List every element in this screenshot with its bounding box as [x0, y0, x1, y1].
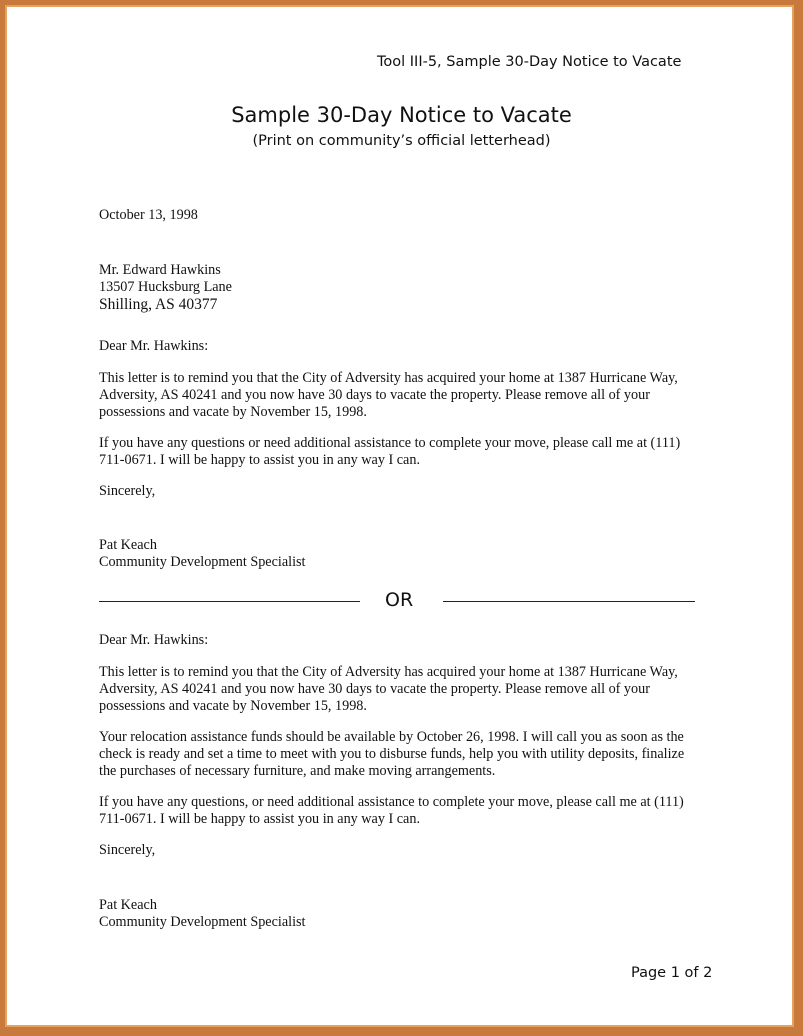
- closing: Sincerely,: [99, 483, 156, 499]
- salutation: Dear Mr. Hawkins:: [99, 338, 209, 354]
- signer-title: Community Development Specialist: [99, 914, 306, 930]
- letter-date: October 13, 1998: [99, 207, 198, 223]
- letter2-paragraph-1: [99, 664, 709, 715]
- paragraph-line: possessions and vacate by November 15, 1998.: [99, 698, 367, 714]
- letter1-paragraph-1: [99, 370, 709, 421]
- paragraph-line: This letter is to remind you that the City of Adversity has acquired your home at 1387 Hurricane Way,: [99, 370, 678, 386]
- letter1-paragraph-2: [99, 435, 709, 469]
- document-subtitle: (Print on community’s official letterhead): [252, 133, 551, 149]
- signature-block: [99, 897, 305, 931]
- letter2-paragraph-3: [99, 794, 709, 828]
- paragraph-line: the purchases of necessary furniture, and make moving arrangements.: [99, 763, 496, 779]
- paragraph-line: 711-0671. I will be happy to assist you in any way I can.: [99, 811, 420, 827]
- closing: Sincerely,: [99, 842, 156, 858]
- separator-rule-left: [99, 601, 360, 602]
- paragraph-line: Adversity, AS 40241 and you now have 30 days to vacate the property. Please remove all of your: [99, 681, 650, 697]
- letter2-paragraph-2: [99, 729, 709, 780]
- signer-title: Community Development Specialist: [99, 554, 306, 570]
- address-line: Mr. Edward Hawkins: [99, 262, 221, 278]
- paragraph-line: possessions and vacate by November 15, 1998.: [99, 404, 367, 420]
- signer-name: Pat Keach: [99, 897, 157, 913]
- signer-name: Pat Keach: [99, 537, 157, 553]
- address-line: Shilling, AS 40377: [99, 296, 218, 313]
- document-title: Sample 30-Day Notice to Vacate: [231, 103, 572, 127]
- tool-label: Tool III-5, Sample 30-Day Notice to Vacate: [377, 54, 682, 70]
- separator-rule-right: [443, 601, 695, 602]
- paragraph-line: 711-0671. I will be happy to assist you in any way I can.: [99, 452, 420, 468]
- separator-label: OR: [385, 589, 414, 611]
- signature-block: [99, 537, 305, 571]
- paragraph-line: If you have any questions or need additional assistance to complete your move, please call me at (111): [99, 435, 681, 451]
- salutation: Dear Mr. Hawkins:: [99, 632, 209, 648]
- paragraph-line: This letter is to remind you that the City of Adversity has acquired your home at 1387 Hurricane Way,: [99, 664, 678, 680]
- paragraph-line: Your relocation assistance funds should be available by October 26, 1998. I will call you as soon as the: [99, 729, 684, 745]
- document-page: [5, 5, 794, 1027]
- address-line: 13507 Hucksburg Lane: [99, 279, 232, 295]
- recipient-address: [99, 262, 232, 313]
- paragraph-line: Adversity, AS 40241 and you now have 30 days to vacate the property. Please remove all of your: [99, 387, 650, 403]
- page-number: Page 1 of 2: [631, 965, 713, 981]
- paragraph-line: check is ready and set a time to meet with you to disburse funds, help you with utility deposits, finalize: [99, 746, 685, 762]
- paragraph-line: If you have any questions, or need additional assistance to complete your move, please call me at (111): [99, 794, 684, 810]
